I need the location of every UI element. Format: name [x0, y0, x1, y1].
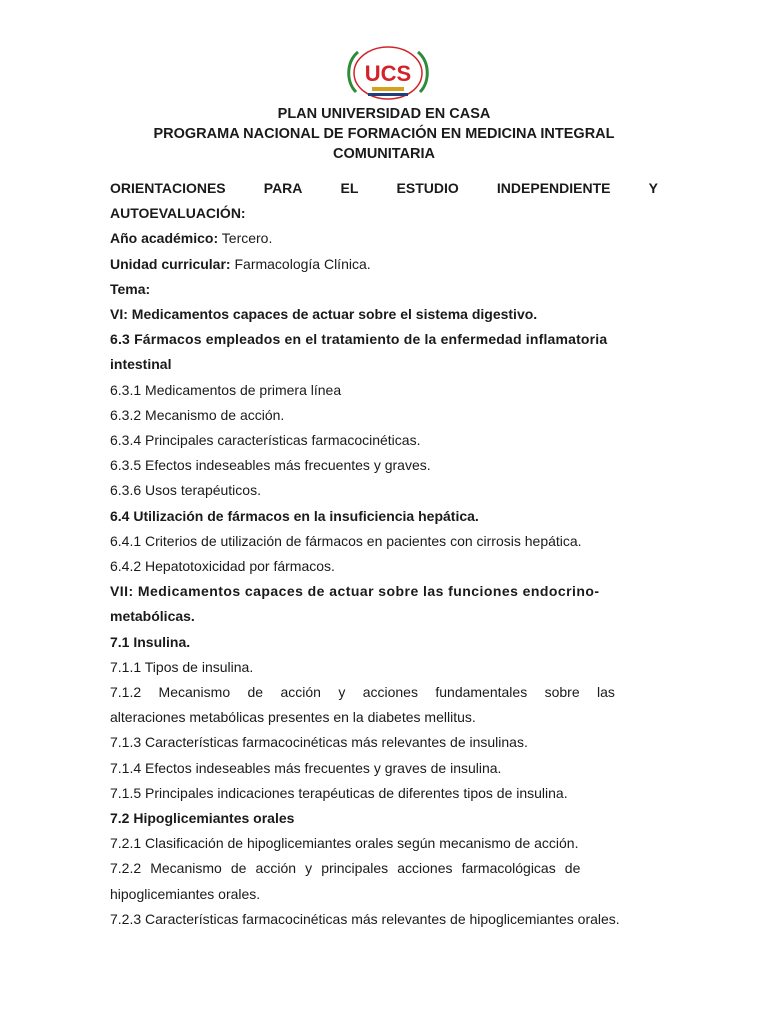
- logo-book-icon: [372, 87, 404, 91]
- item-7-2-2-cont: hipoglicemiantes orales.: [110, 885, 261, 902]
- item-6-3-6: 6.3.6 Usos terapéuticos.: [110, 482, 261, 499]
- item-7-2-2-text: 7.2.2 Mecanismo de acción y principales acciones farmacológicas de: [110, 860, 581, 877]
- logo-text: UCS: [364, 61, 412, 86]
- item-7-2-1: 7.2.1 Clasificación de hipoglicemiantes orales según mecanismo de acción.: [110, 835, 579, 852]
- orient-word: INDEPENDIENTE: [496, 180, 611, 196]
- item-6-3-5: 6.3.5 Efectos indeseables más frecuentes y graves.: [110, 457, 431, 474]
- item-7-1-5: 7.1.5 Principales indicaciones terapéuticas de diferentes tipos de insulina.: [110, 784, 568, 801]
- section-vii: [110, 579, 658, 604]
- orient-word: PARA: [263, 180, 303, 196]
- item-7-1-4: 7.1.4 Efectos indeseables más frecuentes y graves de insulina.: [110, 759, 502, 776]
- tema-label: Tema:: [110, 280, 151, 297]
- ucs-logo: [338, 40, 438, 110]
- item-6-3-2: 6.3.2 Mecanismo de acción.: [110, 406, 285, 423]
- section-vii-cont: metabólicas.: [110, 608, 195, 625]
- orient-word: EL: [340, 180, 359, 196]
- section-6-3: [110, 327, 658, 352]
- unidad-label: Unidad curricular:: [110, 255, 231, 272]
- ano-value: Tercero.: [218, 230, 273, 247]
- item-7-1-3: 7.1.3 Características farmacocinéticas más relevantes de insulinas.: [110, 734, 528, 751]
- ano-academico: [110, 226, 658, 251]
- item-6-3-4: 6.3.4 Principales características farmacocinéticas.: [110, 432, 421, 449]
- item-7-1-2: [110, 680, 658, 705]
- ano-label: Año académico:: [110, 230, 219, 247]
- item-6-4-2: 6.4.2 Hepatotoxicidad por fármacos.: [110, 558, 335, 575]
- orient-word: ESTUDIO: [396, 180, 459, 196]
- orientaciones-cont: AUTOEVALUACIÓN:: [110, 205, 246, 222]
- unidad-curricular: [110, 252, 658, 277]
- item-7-1-1: 7.1.1 Tipos de insulina.: [110, 658, 254, 675]
- header-line-2: PROGRAMA NACIONAL DE FORMACIÓN EN MEDICINA INTEGRAL: [153, 126, 615, 142]
- section-7-2: 7.2 Hipoglicemiantes orales: [110, 810, 295, 827]
- header-line-1: PLAN UNIVERSIDAD EN CASA: [277, 106, 491, 122]
- orient-word: ORIENTACIONES: [110, 180, 226, 196]
- orientaciones-title: [110, 176, 658, 201]
- unidad-value: Farmacología Clínica.: [230, 255, 371, 272]
- item-6-4-1: 6.4.1 Criterios de utilización de fármacos en pacientes con cirrosis hepática.: [110, 532, 582, 549]
- logo-base: [368, 93, 408, 96]
- item-7-2-3: 7.2.3 Características farmacocinéticas más relevantes de hipoglicemiantes orales.: [110, 910, 620, 927]
- item-7-1-2-cont: alteraciones metabólicas presentes en la diabetes mellitus.: [110, 709, 476, 726]
- item-7-1-2-text: 7.1.2 Mecanismo de acción y acciones fundamentales sobre las: [110, 684, 615, 701]
- section-6-4: 6.4 Utilización de fármacos en la insuficiencia hepática.: [110, 507, 479, 524]
- document-body: [110, 176, 658, 932]
- header-line-3: COMUNITARIA: [332, 146, 436, 162]
- item-6-3-1: 6.3.1 Medicamentos de primera línea: [110, 381, 342, 398]
- orient-word: Y: [648, 180, 658, 196]
- section-vi: VI: Medicamentos capaces de actuar sobre el sistema digestivo.: [110, 306, 538, 323]
- item-7-2-2: [110, 856, 658, 881]
- document-header: [0, 104, 768, 164]
- section-6-3-cont: intestinal: [110, 356, 172, 373]
- section-7-1: 7.1 Insulina.: [110, 633, 191, 650]
- section-6-3-text: 6.3 Fármacos empleados en el tratamiento de la enfermedad inflamatoria: [110, 331, 608, 348]
- section-vii-text: VII: Medicamentos capaces de actuar sobre las funciones endocrino-: [110, 583, 600, 600]
